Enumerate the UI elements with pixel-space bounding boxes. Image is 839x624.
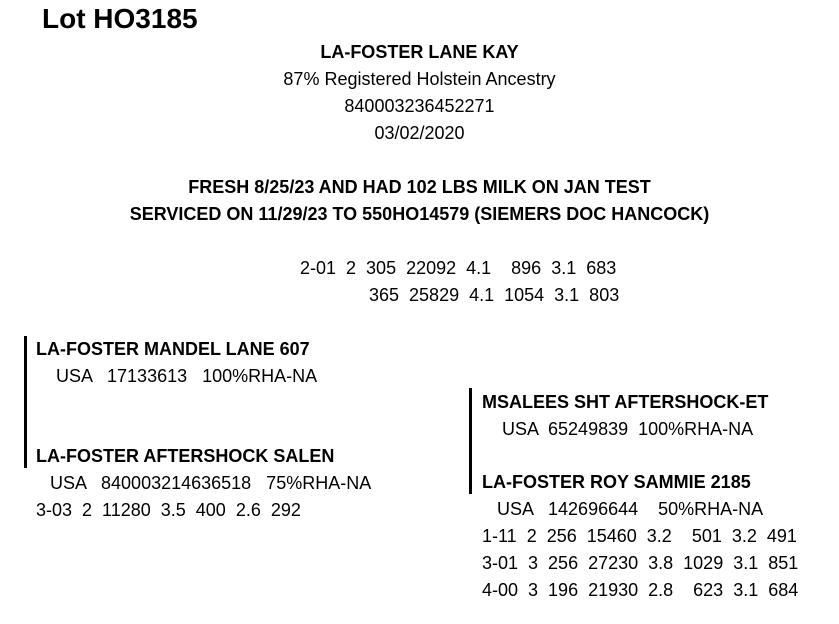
record-line-1: 2-01 2 305 22092 4.1 896 3.1 683 bbox=[300, 258, 617, 278]
sire-dam-bracket bbox=[24, 336, 27, 468]
maternal-granddam-record: 1-11 2 256 15460 3.2 501 3.2 491 bbox=[482, 526, 797, 546]
animal-name: LA-FOSTER LANE KAY bbox=[320, 42, 519, 62]
animal-ancestry: 87% Registered Holstein Ancestry bbox=[283, 69, 556, 89]
dam-name: LA-FOSTER AFTERSHOCK SALEN bbox=[36, 446, 335, 466]
sire-info: USA 17133613 100%RHA-NA bbox=[56, 366, 318, 386]
maternal-granddam-name: LA-FOSTER ROY SAMMIE 2185 bbox=[482, 472, 751, 492]
dam-record: 3-03 2 11280 3.5 400 2.6 292 bbox=[36, 500, 301, 520]
note-fresh: FRESH 8/25/23 AND HAD 102 LBS MILK ON JAN TEST bbox=[188, 177, 651, 197]
lot-number: Lot HO3185 bbox=[42, 3, 198, 34]
animal-dob: 03/02/2020 bbox=[374, 123, 465, 143]
animal-id: 840003236452271 bbox=[344, 96, 495, 116]
maternal-granddam-record: 4-00 3 196 21930 2.8 623 3.1 684 bbox=[482, 580, 799, 600]
maternal-grandsire-name: MSALEES SHT AFTERSHOCK-ET bbox=[482, 392, 769, 412]
record-line-2: 365 25829 4.1 1054 3.1 803 bbox=[369, 285, 620, 305]
maternal-granddam-record: 3-01 3 256 27230 3.8 1029 3.1 851 bbox=[482, 553, 799, 573]
sire-name: LA-FOSTER MANDEL LANE 607 bbox=[36, 339, 310, 359]
maternal-granddam-info: USA 142696644 50%RHA-NA bbox=[497, 499, 764, 519]
note-serviced: SERVICED ON 11/29/23 TO 550HO14579 (SIEMERS DOC HANCOCK) bbox=[129, 204, 710, 224]
maternal-grandsire-info: USA 65249839 100%RHA-NA bbox=[502, 419, 754, 439]
dam-info: USA 840003214636518 75%RHA-NA bbox=[50, 473, 372, 493]
maternal-bracket bbox=[469, 388, 472, 494]
